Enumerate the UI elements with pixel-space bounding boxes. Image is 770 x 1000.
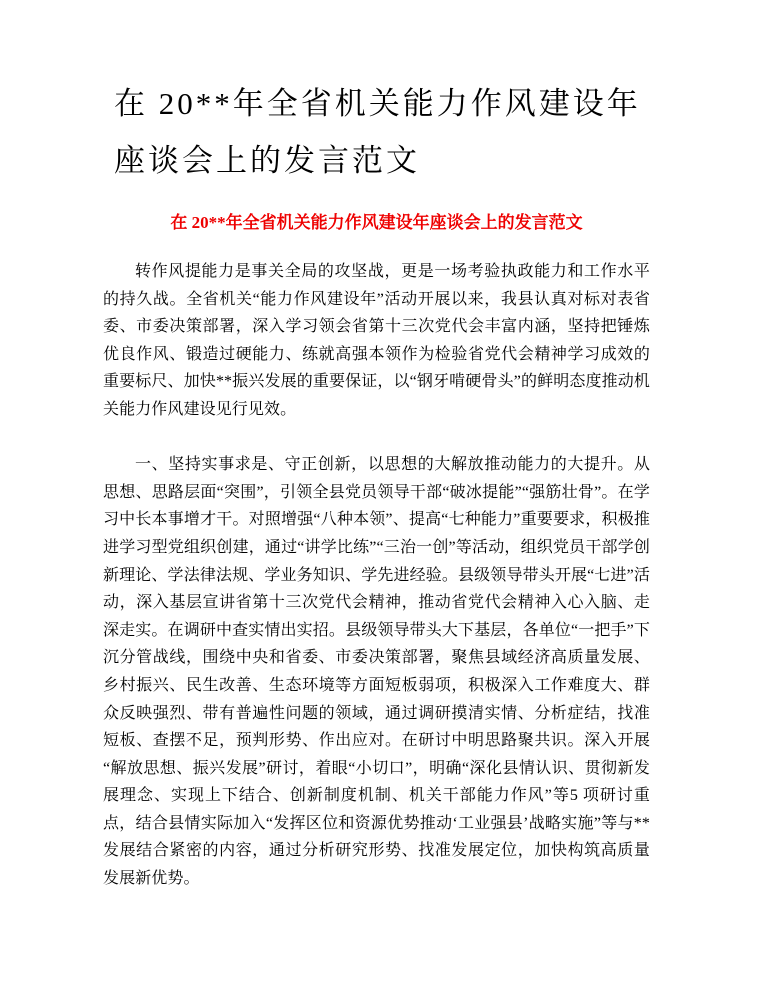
document-title: 在 20**年全省机关能力作风建设年座谈会上的发言范文 bbox=[114, 86, 641, 178]
document-subtitle: 在 20**年全省机关能力作风建设年座谈会上的发言范文 bbox=[170, 213, 583, 232]
paragraph-intro: 转作风提能力是事关全局的攻坚战，更是一场考验执政能力和工作水平的持久战。全省机关“能力作风建设年”活动开展以来，我县认真对标对表省委、市委决策部署，深入学习领会省第十三次党代会丰富内涵，坚持把锤炼优良作风、锻造过硬能力、练就高强本领作为检验省党代会精神学习成效的重要标尺、加快**振兴发展的重要保证，以“钢牙啃硬骨头”的鲜明态度推动机关能力作风建设见行见效。 bbox=[103, 263, 650, 418]
paragraph-section-one: 一、坚持实事求是、守正创新，以思想的大解放推动能力的大提升。从思想、思路层面“突围”，引领全县党员领导干部“破冰提能”“强筋壮骨”。在学习中长本事增才干。对照增强“八种本领”、提高“七种能力”重要要求，积极推进学习型党组织创建，通过“讲学比练”“三治一创”等活动，组织党员干部学创新理论、学法律法规、学业务知识、学先进经验。县级领导带头开展“七进”活动，深入基层宣讲省第十三次党代会精神，推动省党代会精神入心入脑、走深走实。在调研中查实情出实招。县级领导带头大下基层，各单位“一把手”下沉分管战线，围绕中央和省委、市委决策部署，聚焦县域经济高质量发展、乡村振兴、民生改善、生态环境等方面短板弱项，积极深入工作难度大、群众反映强烈、带有普遍性问题的领域，通过调研摸清实情、分析症结，找准短板、查摆不足，预判形势、作出应对。在研讨中明思路聚共识。深入开展“解放思想、振兴发展”研讨，着眼“小切口”，明确“深化县情认识、贯彻新发展理念、实现上下结合、创新制度机制、机关干部能力作风”等5 项研讨重点，结合县情实际加入“发挥区位和资源优势推动‘工业强县’战略实施”等与**发展结合紧密的内容，通过分析研究形势、找准发展定位，加快构筑高质量发展新优势。 bbox=[103, 456, 650, 888]
